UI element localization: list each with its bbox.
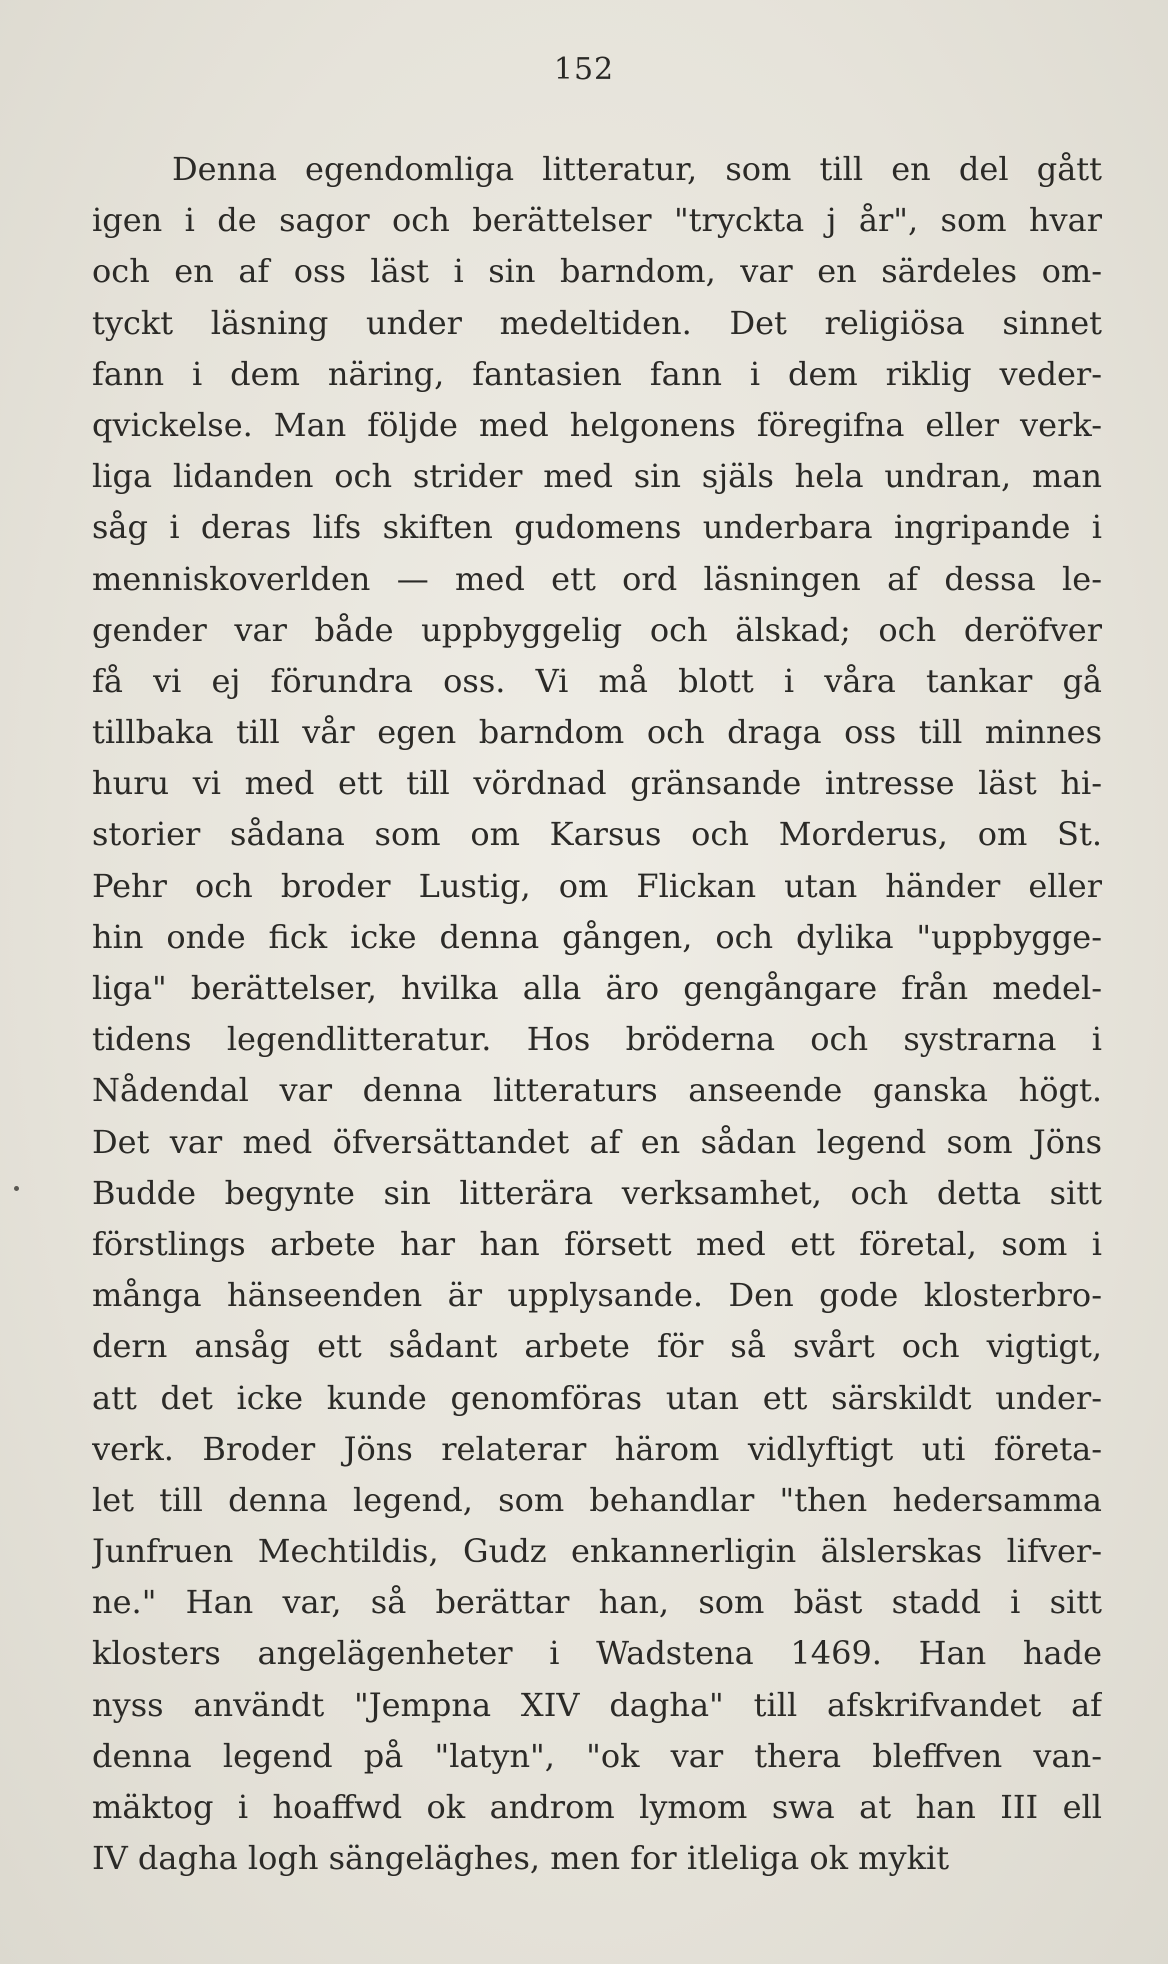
text-line: hin onde fick icke denna gången, och dylika "uppbygge- — [92, 917, 1102, 956]
text-line: verk. Broder Jöns relaterar härom vidlyftigt uti företa- — [92, 1429, 1102, 1468]
text-line: nyss användt "Jempna XIV dagha" till afskrifvandet af — [92, 1685, 1102, 1724]
text-line: såg i deras lifs skiften gudomens underbara ingripande i — [92, 508, 1102, 547]
text-line: tyckt läsning under medeltiden. Det religiösa sinnet — [92, 303, 1102, 342]
text-line: tillbaka till vår egen barndom och draga oss till minnes — [92, 713, 1102, 752]
text-line: mäktog i hoaffwd ok androm lymom swa at han III ell — [92, 1788, 1102, 1826]
text-line: gender var både uppbyggelig och älskad; och deröfver — [92, 610, 1102, 649]
text-line: Budde begynte sin litterära verksamhet, och detta sitt — [92, 1173, 1102, 1212]
text-line: Nådendal var denna litteraturs anseende ganska högt. — [92, 1071, 1102, 1110]
text-line: och en af oss läst i sin barndom, var en särdeles om- — [92, 252, 1102, 291]
text-line: Junfruen Mechtildis, Gudz enkannerligin älslerskas lifver- — [92, 1532, 1102, 1571]
text-line: förstlings arbete har han försett med ett företal, som i — [92, 1224, 1102, 1263]
text-line: let till denna legend, som behandlar "then hedersamma — [92, 1480, 1102, 1519]
text-line: ne." Han var, så berättar han, som bäst stadd i sitt — [92, 1583, 1102, 1622]
text-line: dern ansåg ett sådant arbete för så svårt och vigtigt, — [92, 1327, 1102, 1366]
text-line: huru vi med ett till vördnad gränsande intresse läst hi- — [92, 764, 1102, 803]
text-line: denna legend på "latyn", "ok var thera bleffven van- — [92, 1736, 1102, 1775]
text-line: många hänseenden är upplysande. Den gode klosterbro- — [92, 1276, 1102, 1315]
page-number: 152 — [553, 52, 615, 87]
text-line: Det var med öfversättandet af en sådan legend som Jöns — [92, 1122, 1102, 1161]
margin-dot — [14, 1186, 19, 1191]
body-text — [92, 144, 1102, 1884]
text-line: liga lidanden och strider med sin själs hela undran, man — [92, 457, 1102, 496]
text-line: qvickelse. Man följde med helgonens föregifna eller verk- — [92, 405, 1102, 444]
text-line: klosters angelägenheter i Wadstena 1469. Han hade — [92, 1634, 1102, 1673]
text-line: fann i dem näring, fantasien fann i dem riklig veder- — [92, 354, 1102, 393]
text-line: att det icke kunde genomföras utan ett särskildt under- — [92, 1378, 1102, 1417]
text-line: få vi ej förundra oss. Vi må blott i våra tankar gå — [92, 661, 1102, 700]
text-line: tidens legendlitteratur. Hos bröderna och systrarna i — [92, 1020, 1102, 1059]
text-line: Pehr och broder Lustig, om Flickan utan händer eller — [92, 866, 1102, 905]
text-line: IV dagha logh sängeläghes, men for itleliga ok mykit — [92, 1839, 950, 1878]
text-line: menniskoverlden — med ett ord läsningen af dessa le- — [92, 559, 1102, 598]
text-line: liga" berättelser, hvilka alla äro gengångare från medel- — [92, 969, 1102, 1007]
text-line: igen i de sagor och berättelser "tryckta j år", som hvar — [92, 201, 1102, 240]
text-line: Denna egendomliga litteratur, som till en del gått — [172, 150, 1102, 188]
text-line: storier sådana som om Karsus och Morderus, om St. — [92, 815, 1102, 854]
